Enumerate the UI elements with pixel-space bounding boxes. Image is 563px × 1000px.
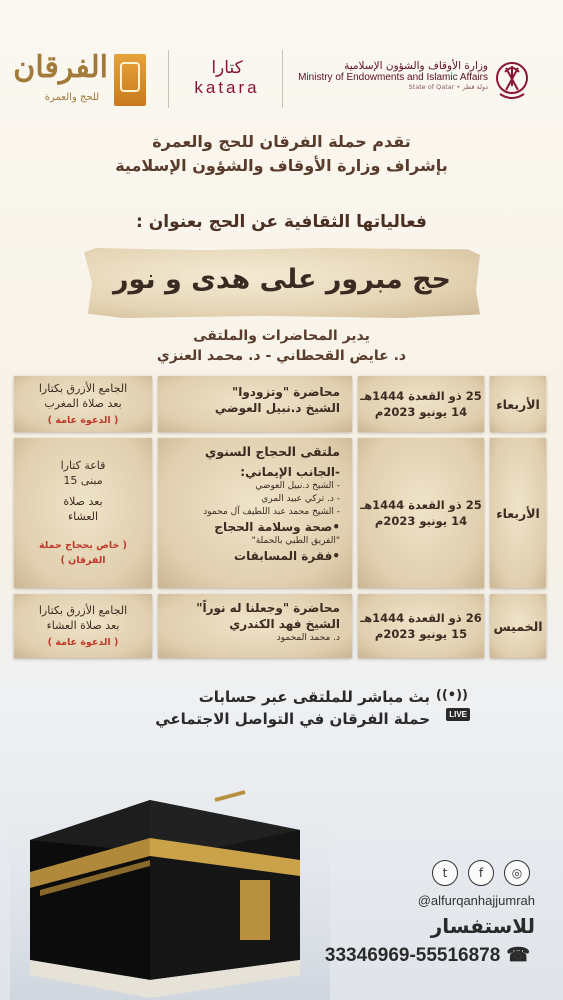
phone-numbers[interactable] (300, 944, 530, 967)
managed-by-line-1: يدير المحاضرات والملتقى (193, 328, 370, 344)
schedule-place (14, 376, 152, 432)
event-speaker: - الشيخ محمد عبد اللطيف آل محمود (203, 507, 340, 517)
schedule-event (158, 594, 352, 658)
social-handle[interactable]: @alfurqanhajjumrah (417, 893, 535, 908)
place-line: الجامع الأزرق بكتارا (38, 381, 128, 395)
main-title: حج مبرور على هدى و نور (112, 264, 451, 295)
live-badge: LIVE (446, 708, 470, 721)
logo-divider (282, 50, 283, 108)
qatar-emblem-icon (492, 56, 532, 104)
event-section: -الجانب الإيماني: (240, 465, 340, 479)
logo-divider (168, 50, 169, 108)
live-line-1: بث مباشر للملتقى عبر حسابات (198, 688, 430, 706)
ministry-name-english: Ministry of Endowments and Islamic Affairs (298, 72, 488, 83)
ministry-logo (292, 56, 542, 108)
live-text (50, 686, 430, 730)
schedule-date (358, 438, 484, 588)
managed-by-line-2: د. عايض القحطاني - د. محمد العنزي (156, 348, 407, 364)
intro-text (20, 130, 543, 178)
schedule-event (158, 438, 352, 588)
event-line: محاضرة "وتزودوا" (231, 385, 340, 399)
schedule-date-hijri: 26 ذو القعدة 1444هـ (360, 611, 482, 625)
place-line: بعد صلاة المغرب (44, 396, 122, 410)
facebook-icon[interactable]: f (468, 860, 494, 886)
place-line: قاعة كتارا (60, 459, 106, 472)
furqan-logo (13, 46, 156, 110)
event-section: •فقرة المسابقات (234, 549, 340, 563)
broadcast-icon: ((•)) (435, 688, 468, 703)
schedule-date-hijri: 25 ذو القعدة 1444هـ (360, 389, 482, 403)
ministry-name-arabic: وزارة الأوقاف والشؤون الإسلامية (344, 60, 488, 72)
phone-numbers-text: 33346969-55516878 (324, 944, 501, 966)
invitation-note: ( الدعوة عامة ) (47, 636, 119, 648)
live-broadcast (40, 686, 530, 732)
event-title: ملتقى الحجاج السنوي (204, 444, 340, 459)
ministry-logo-text (292, 60, 488, 91)
event-line: الشيخ فهد الكندري (229, 617, 340, 631)
kaaba-illustration (10, 760, 330, 1000)
schedule-day: الأربعاء (490, 438, 546, 588)
event-section-sub: "الفريق الطبي بالحملة" (251, 536, 340, 546)
schedule-place (14, 594, 152, 658)
furqan-logo-tagline: للحج والعمرة (44, 92, 100, 103)
schedule-event (158, 376, 352, 432)
invitation-note: ( الدعوة عامة ) (47, 414, 119, 426)
schedule-place (14, 438, 152, 588)
event-speaker: - د. تركي عبيد المري (261, 494, 340, 504)
managed-by (20, 326, 543, 366)
katara-logo (182, 58, 272, 98)
intro-line-2: بإشراف وزارة الأوقاف والشؤون الإسلامية (115, 156, 448, 175)
place-line: بعد صلاة العشاء (46, 618, 120, 632)
place-line: الجامع الأزرق بكتارا (38, 603, 128, 617)
event-speaker: - الشيخ د.نبيل العوضي (255, 481, 340, 491)
inquiry-label: للاستفسار (430, 914, 535, 938)
place-line: العشاء (67, 510, 99, 523)
live-line-2: حملة الفرقان في التواصل الاجتماعي (155, 710, 430, 728)
twitter-icon[interactable]: t (432, 860, 458, 886)
schedule-date-hijri: 25 ذو القعدة 1444هـ (360, 498, 482, 512)
furqan-emblem-icon (114, 54, 146, 106)
schedule-date (358, 376, 484, 432)
phone-icon: ☎ (506, 945, 530, 966)
event-section: •صحة وسلامة الحجاج (214, 520, 340, 534)
instagram-icon[interactable]: ◎ (504, 860, 530, 886)
place-line: بعد صلاة (63, 495, 103, 508)
subtitle: فعالياتها الثقافية عن الحج بعنوان : (136, 212, 427, 232)
schedule-date-greg: 14 يونيو 2023م (374, 405, 468, 419)
invitation-note: ( خاص بحجاج حملة الفرقان ) (39, 540, 127, 566)
ministry-state: State of Qatar • دولة قطر (408, 83, 488, 91)
furqan-logo-name: الفرقان (13, 50, 108, 85)
schedule-day: الأربعاء (490, 376, 546, 432)
place-line: مبنى 15 (63, 474, 103, 487)
event-line: د. محمد المحمود (276, 633, 340, 643)
intro-line-1: تقدم حملة الفرقان للحج والعمرة (152, 132, 411, 151)
event-line: محاضرة "وجعلنا له نوراً" (196, 601, 340, 615)
schedule-date-greg: 14 يونيو 2023م (374, 514, 468, 528)
schedule-day: الخميس (490, 594, 546, 658)
schedule-date (358, 594, 484, 658)
logo-bar (0, 38, 563, 118)
schedule-date-greg: 15 يونيو 2023م (374, 627, 468, 641)
event-line: الشيخ د.نبيل العوضي (214, 401, 340, 415)
katara-logo-english: katara (194, 78, 260, 97)
katara-logo-arabic: كتارا (211, 58, 243, 78)
social-icons (380, 860, 540, 890)
